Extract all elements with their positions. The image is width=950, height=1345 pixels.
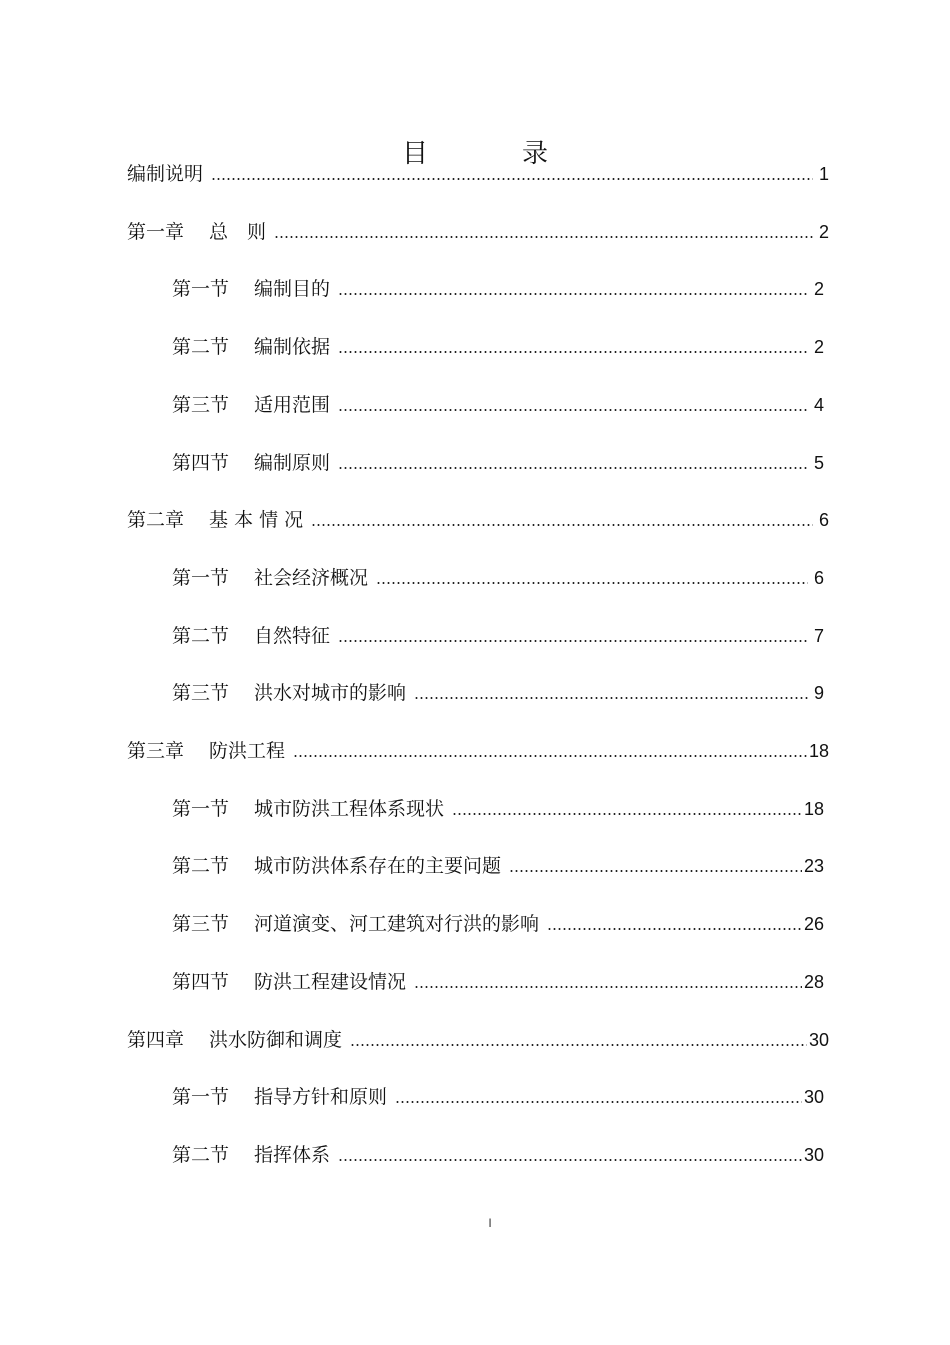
toc-entry-label: 第二节 自然特征 xyxy=(172,624,331,647)
toc-entry[interactable] xyxy=(127,213,837,243)
dot-leader xyxy=(293,755,807,757)
toc-entry-label: 第三节 适用范围 xyxy=(172,393,331,416)
dot-leader xyxy=(414,697,808,699)
toc-entry-page: 5 xyxy=(813,452,824,473)
toc-entry-label: 第三节 洪水对城市的影响 xyxy=(172,682,407,705)
toc-entry[interactable] xyxy=(127,501,837,531)
toc-entry-label: 第二节 指挥体系 xyxy=(172,1143,331,1166)
dot-leader xyxy=(338,467,808,469)
page-number: I xyxy=(488,1216,492,1230)
dot-leader xyxy=(311,524,813,526)
dot-leader xyxy=(274,236,813,238)
toc-entry[interactable] xyxy=(172,386,832,416)
toc-entry-page: 2 xyxy=(813,279,824,300)
toc-entry-page: 18 xyxy=(808,741,829,761)
toc-entry-page: 23 xyxy=(803,856,824,877)
toc-entry[interactable] xyxy=(172,847,832,877)
toc-entry[interactable] xyxy=(127,732,837,762)
toc-entry-label: 第四节 编制原则 xyxy=(172,451,331,474)
toc-entry[interactable] xyxy=(127,155,837,185)
toc-entry[interactable] xyxy=(172,444,832,474)
dot-leader xyxy=(452,813,802,815)
toc-entry-page: 1 xyxy=(818,164,829,184)
toc-entry-page: 9 xyxy=(813,683,824,704)
toc-entry-page: 30 xyxy=(803,1087,824,1108)
dot-leader xyxy=(211,178,813,180)
dot-leader xyxy=(338,640,808,642)
toc-entry-page: 4 xyxy=(813,394,824,415)
toc-entry[interactable] xyxy=(172,1136,832,1166)
toc-entry-page: 7 xyxy=(813,625,824,646)
toc-entry[interactable] xyxy=(172,270,832,300)
toc-entry-page: 6 xyxy=(818,510,829,531)
dot-leader xyxy=(414,986,802,988)
toc-entry-label: 第三节 河道演变、河工建筑对行洪的影响 xyxy=(172,913,540,936)
toc-entry-label: 第一节 社会经济概况 xyxy=(172,566,369,589)
toc-entry-label: 第一节 编制目的 xyxy=(172,278,331,301)
dot-leader xyxy=(338,1159,802,1161)
toc-entry[interactable] xyxy=(172,559,832,589)
toc-entry[interactable] xyxy=(172,328,832,358)
dot-leader xyxy=(509,870,802,872)
toc-entry[interactable] xyxy=(172,674,832,704)
toc-entry-label: 第一节 指导方针和原则 xyxy=(172,1086,388,1109)
page-title: 目 录 xyxy=(401,139,582,170)
toc-entry-label: 第三章 防洪工程 xyxy=(127,740,286,762)
dot-leader xyxy=(338,351,808,353)
toc-entry[interactable] xyxy=(127,1021,837,1051)
toc-entry-page: 6 xyxy=(813,567,824,588)
toc-entry-label: 编制说明 xyxy=(127,163,204,185)
toc-entry-label: 第二章 基 本 情 况 xyxy=(127,509,304,532)
dot-leader xyxy=(547,928,802,930)
toc-entry-page: 30 xyxy=(803,1144,824,1165)
toc-entry[interactable] xyxy=(172,1078,832,1108)
toc-entry-label: 第四章 洪水防御和调度 xyxy=(127,1028,343,1051)
toc-entry-label: 第四节 防洪工程建设情况 xyxy=(172,970,407,993)
toc-entry-label: 第一节 城市防洪工程体系现状 xyxy=(172,797,445,820)
toc-entry-page: 2 xyxy=(813,337,824,358)
dot-leader xyxy=(338,409,808,411)
dot-leader xyxy=(395,1101,802,1103)
toc-entry-page: 30 xyxy=(808,1029,829,1050)
toc-entry-label: 第二节 城市防洪体系存在的主要问题 xyxy=(172,855,502,878)
dot-leader xyxy=(338,293,808,295)
toc-entry[interactable] xyxy=(172,617,832,647)
toc-entry[interactable] xyxy=(172,963,832,993)
toc-entry-page: 18 xyxy=(803,798,824,819)
toc-entry-label: 第一章 总 则 xyxy=(127,220,267,243)
dot-leader xyxy=(376,582,808,584)
toc-entry-page: 2 xyxy=(818,221,829,242)
toc-entry-page: 28 xyxy=(803,971,824,992)
dot-leader xyxy=(350,1044,807,1046)
toc-entry-page: 26 xyxy=(803,914,824,935)
toc-entry[interactable] xyxy=(172,790,832,820)
toc-entry[interactable] xyxy=(172,905,832,935)
toc-entry-label: 第二节 编制依据 xyxy=(172,336,331,359)
